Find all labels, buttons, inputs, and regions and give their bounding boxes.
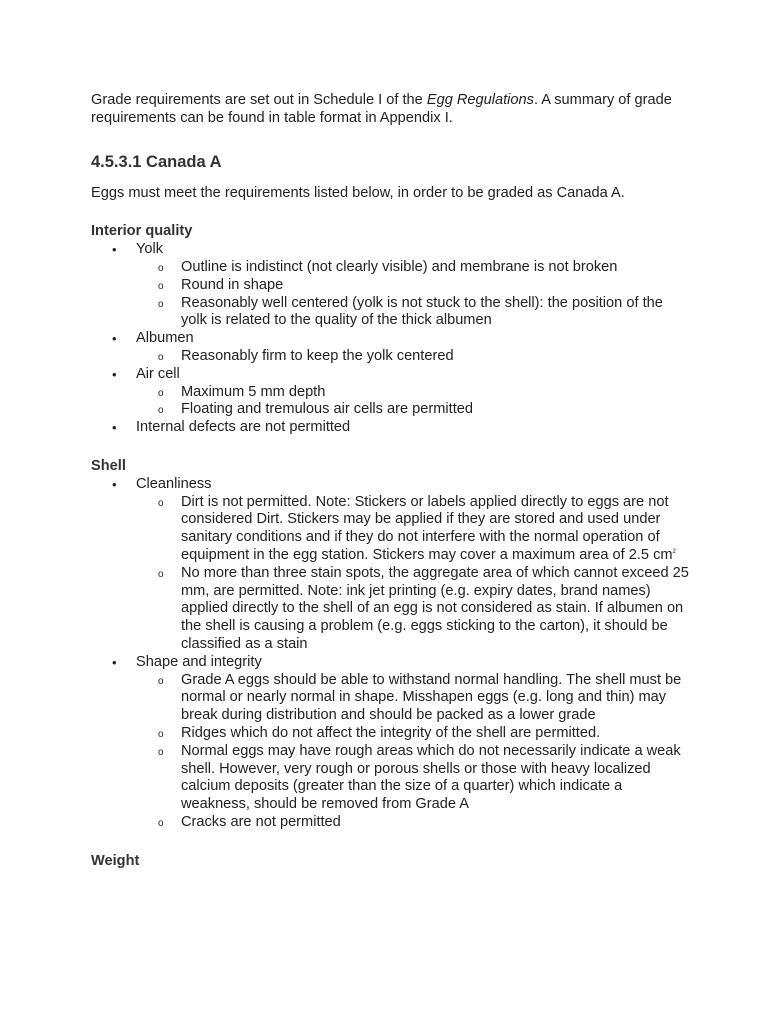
circle-bullet-icon: o bbox=[158, 728, 164, 740]
list-item bbox=[91, 366, 691, 419]
list-item bbox=[91, 476, 691, 654]
lead-paragraph: Eggs must meet the requirements listed below, in order to be graded as Canada A. bbox=[91, 184, 625, 201]
sub-item-text: Reasonably well centered (yolk is not stuck to the shell): the position of the yolk is related to the quality of the thick albumen bbox=[181, 294, 663, 329]
sub-list-item bbox=[136, 565, 691, 654]
bullet-icon: • bbox=[112, 654, 117, 670]
sub-list-item bbox=[136, 295, 691, 331]
weight-heading: Weight bbox=[91, 852, 140, 869]
circle-bullet-icon: o bbox=[158, 746, 164, 758]
sub-item-text: Round in shape bbox=[181, 276, 284, 293]
circle-bullet-icon: o bbox=[158, 675, 164, 687]
sub-list-item bbox=[136, 672, 691, 725]
sub-list-item bbox=[136, 725, 691, 743]
list-item-label: Yolk bbox=[136, 241, 164, 258]
circle-bullet-icon: o bbox=[158, 405, 164, 417]
section-heading: 4.5.3.1 Canada A bbox=[91, 152, 222, 171]
sub-list bbox=[136, 348, 691, 366]
intro-text: Grade requirements are set out in Schedule I of the bbox=[91, 92, 427, 108]
document-page bbox=[91, 92, 691, 870]
intro-text-end: . A summary of grade requirements can be found in table format in Appendix I. bbox=[91, 92, 672, 126]
bullet-icon: • bbox=[112, 242, 117, 258]
list-item bbox=[91, 419, 691, 437]
sub-list-item bbox=[136, 348, 691, 366]
list-item-label: Internal defects are not permitted bbox=[136, 419, 351, 436]
bullet-icon: • bbox=[112, 366, 117, 382]
sub-item-text: Normal eggs may have rough areas which do not necessarily indicate a weak shell. However, very rough or porous shells or those with heavy localized calcium deposits (greater than the size of a quarter) which indicate a weakness, should be removed from Grade A bbox=[181, 742, 681, 813]
list-item-label: Cleanliness bbox=[136, 475, 212, 492]
sub-list bbox=[136, 672, 691, 832]
circle-bullet-icon: o bbox=[158, 387, 164, 399]
list-item bbox=[91, 241, 691, 330]
sub-list bbox=[136, 384, 691, 420]
sub-list bbox=[136, 494, 691, 654]
superscript: 2 bbox=[672, 549, 676, 556]
sub-item-text: Grade A eggs should be able to withstand normal handling. The shell must be normal or nearly normal in shape. Misshapen eggs (e.g. long and thin) may break during distribution and should be packed as a lower grade bbox=[181, 671, 682, 724]
sub-list-item bbox=[136, 494, 691, 565]
egg-regulations-reference: Egg Regulations bbox=[426, 92, 534, 108]
list-item bbox=[91, 330, 691, 366]
bullet-icon: • bbox=[112, 420, 117, 436]
circle-bullet-icon: o bbox=[158, 568, 164, 580]
circle-bullet-icon: o bbox=[158, 298, 164, 310]
circle-bullet-icon: o bbox=[158, 497, 164, 509]
interior-quality-heading: Interior quality bbox=[91, 223, 193, 240]
interior-quality-list bbox=[91, 241, 691, 437]
sub-list-item bbox=[136, 384, 691, 402]
shell-heading: Shell bbox=[91, 457, 126, 474]
sub-item-text: Dirt is not permitted. Note: Stickers or labels applied directly to eggs are not considered Dirt. Stickers may be applied if they are stored and used under sanitary conditions and if they do not interfere with the normal operation of equipment in the egg station. Stickers may cover a maximum area of 2.5 cm bbox=[181, 493, 673, 563]
circle-bullet-icon: o bbox=[158, 351, 164, 363]
sub-item-text: Outline is indistinct (not clearly visible) and membrane is not broken bbox=[181, 258, 618, 275]
bullet-icon: • bbox=[112, 331, 117, 347]
circle-bullet-icon: o bbox=[158, 262, 164, 274]
list-item-label: Albumen bbox=[136, 330, 194, 347]
sub-item-text: Floating and tremulous air cells are permitted bbox=[181, 401, 474, 418]
sub-list-item bbox=[136, 814, 691, 832]
list-item-label: Air cell bbox=[136, 365, 180, 382]
circle-bullet-icon: o bbox=[158, 280, 164, 292]
sub-list-item bbox=[136, 277, 691, 295]
sub-item-text: Ridges which do not affect the integrity of the shell are permitted. bbox=[181, 724, 601, 741]
sub-list-item bbox=[136, 259, 691, 277]
intro-paragraph bbox=[91, 92, 691, 128]
sub-list-item bbox=[136, 401, 691, 419]
bullet-icon: • bbox=[112, 476, 117, 492]
sub-list bbox=[136, 259, 691, 330]
list-item-label: Shape and integrity bbox=[136, 653, 262, 670]
sub-item-text: Cracks are not permitted bbox=[181, 813, 341, 830]
sub-item-text: No more than three stain spots, the aggregate area of which cannot exceed 25 mm, are permitted. Note: ink jet printing (e.g. expiry dates, brand names) applied directly to the shell of an egg is not considered as stain. If albumen on the shell is causing a problem (e.g. eggs sticking to the carton), it should be classified as a stain bbox=[181, 564, 689, 652]
sub-item-text: Reasonably firm to keep the yolk centered bbox=[181, 347, 454, 364]
sub-list-item bbox=[136, 743, 691, 814]
circle-bullet-icon: o bbox=[158, 817, 164, 829]
shell-list bbox=[91, 476, 691, 832]
sub-item-text: Maximum 5 mm depth bbox=[181, 383, 326, 400]
list-item bbox=[91, 654, 691, 832]
